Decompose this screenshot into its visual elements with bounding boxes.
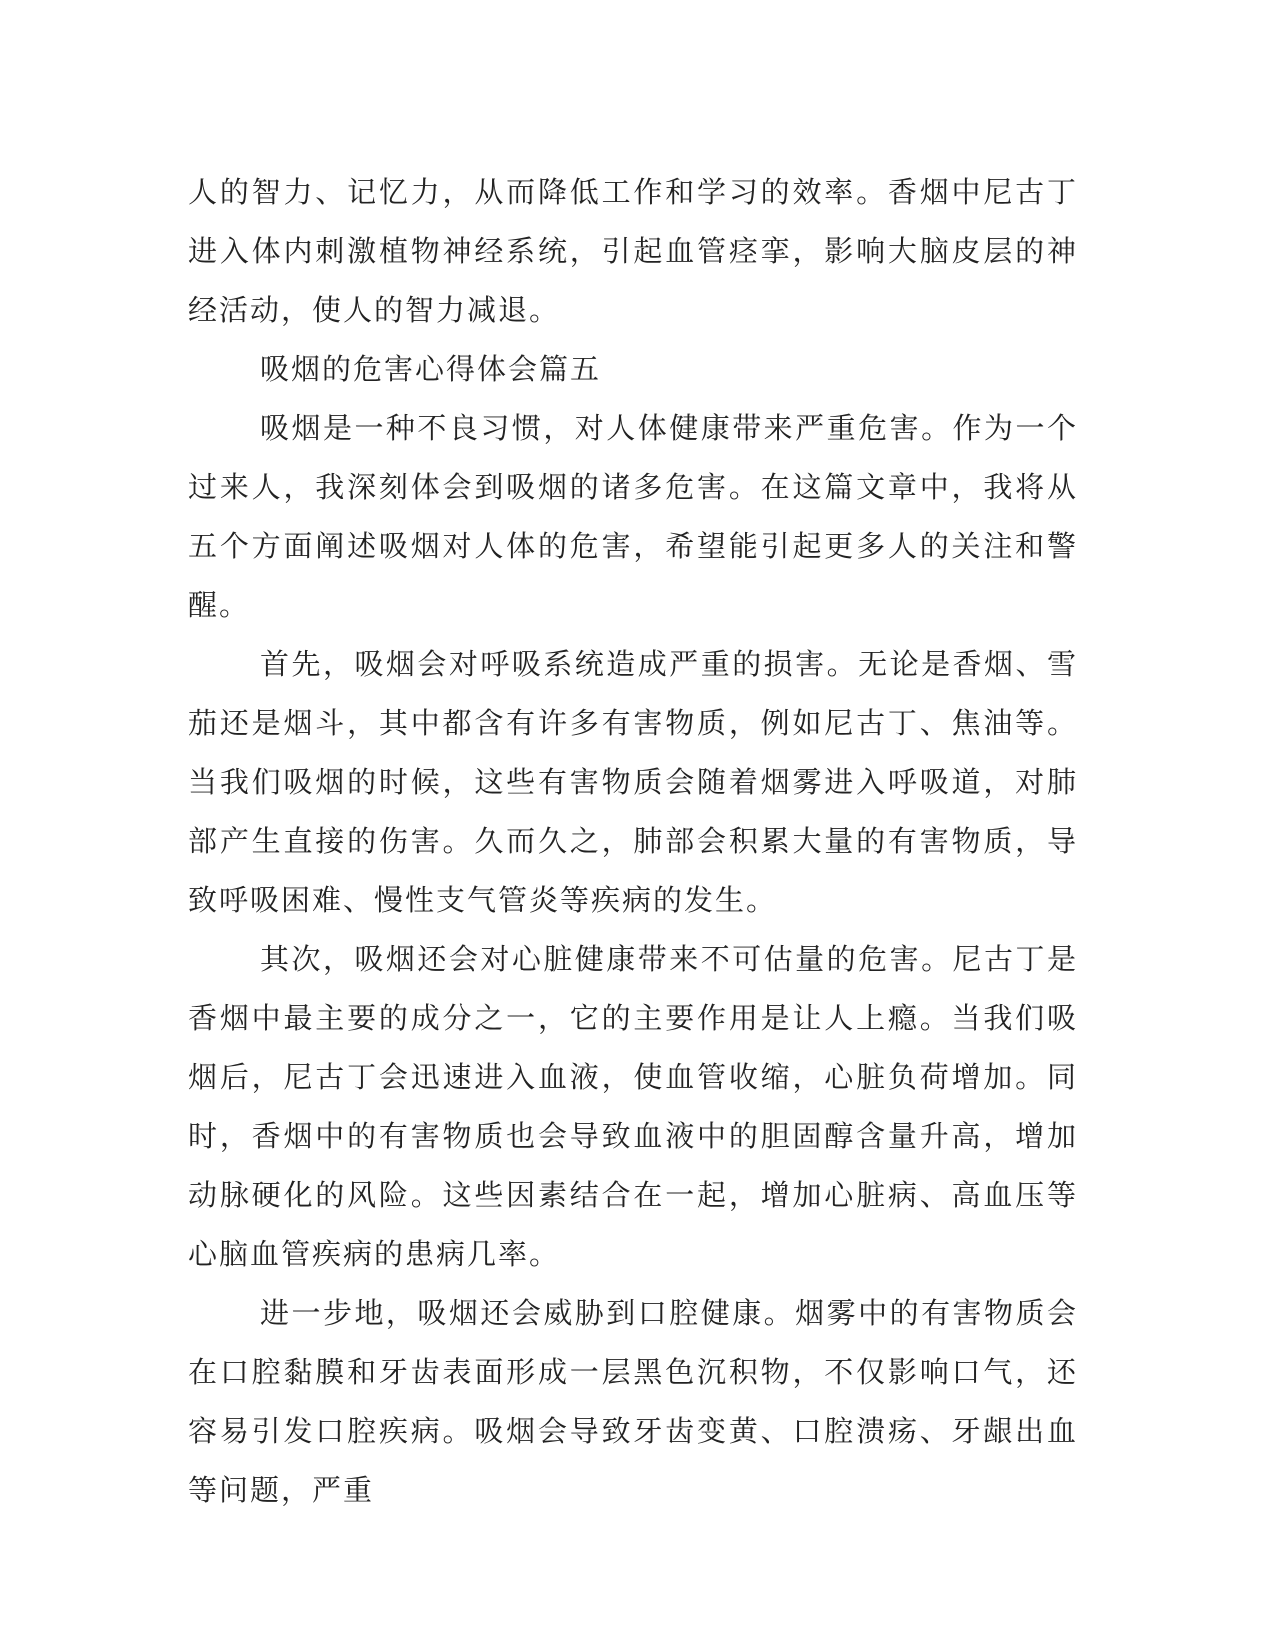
paragraph-intro: 吸烟是一种不良习惯，对人体健康带来严重危害。作为一个过来人，我深刻体会到吸烟的诸多危害。在这篇文章中，我将从五个方面阐述吸烟对人体的危害，希望能引起更多人的关注和警醒。 (188, 411, 1078, 622)
section-heading: 吸烟的危害心得体会篇五 (260, 352, 602, 386)
paragraph-oral: 进一步地，吸烟还会威胁到口腔健康。烟雾中的有害物质会在口腔黏膜和牙齿表面形成一层黑色沉积物，不仅影响口气，还容易引发口腔疾病。吸烟会导致牙齿变黄、口腔溃疡、牙龈出血等问题，严重 (188, 1296, 1078, 1507)
paragraph-continuation: 人的智力、记忆力，从而降低工作和学习的效率。香烟中尼古丁进入体内刺激植物神经系统，引起血管痉挛，影响大脑皮层的神经活动，使人的智力减退。 (188, 175, 1078, 327)
document-body (188, 163, 1078, 1520)
paragraph-heart: 其次，吸烟还会对心脏健康带来不可估量的危害。尼古丁是香烟中最主要的成分之一，它的主要作用是让人上瘾。当我们吸烟后，尼古丁会迅速进入血液，使血管收缩，心脏负荷增加。同时，香烟中的有害物质也会导致血液中的胆固醇含量升高，增加动脉硬化的风险。这些因素结合在一起，增加心脏病、高血压等心脑血管疾病的患病几率。 (188, 942, 1078, 1271)
paragraph-respiratory: 首先，吸烟会对呼吸系统造成严重的损害。无论是香烟、雪茄还是烟斗，其中都含有许多有害物质，例如尼古丁、焦油等。当我们吸烟的时候，这些有害物质会随着烟雾进入呼吸道，对肺部产生直接的伤害。久而久之，肺部会积累大量的有害物质，导致呼吸困难、慢性支气管炎等疾病的发生。 (188, 647, 1078, 917)
